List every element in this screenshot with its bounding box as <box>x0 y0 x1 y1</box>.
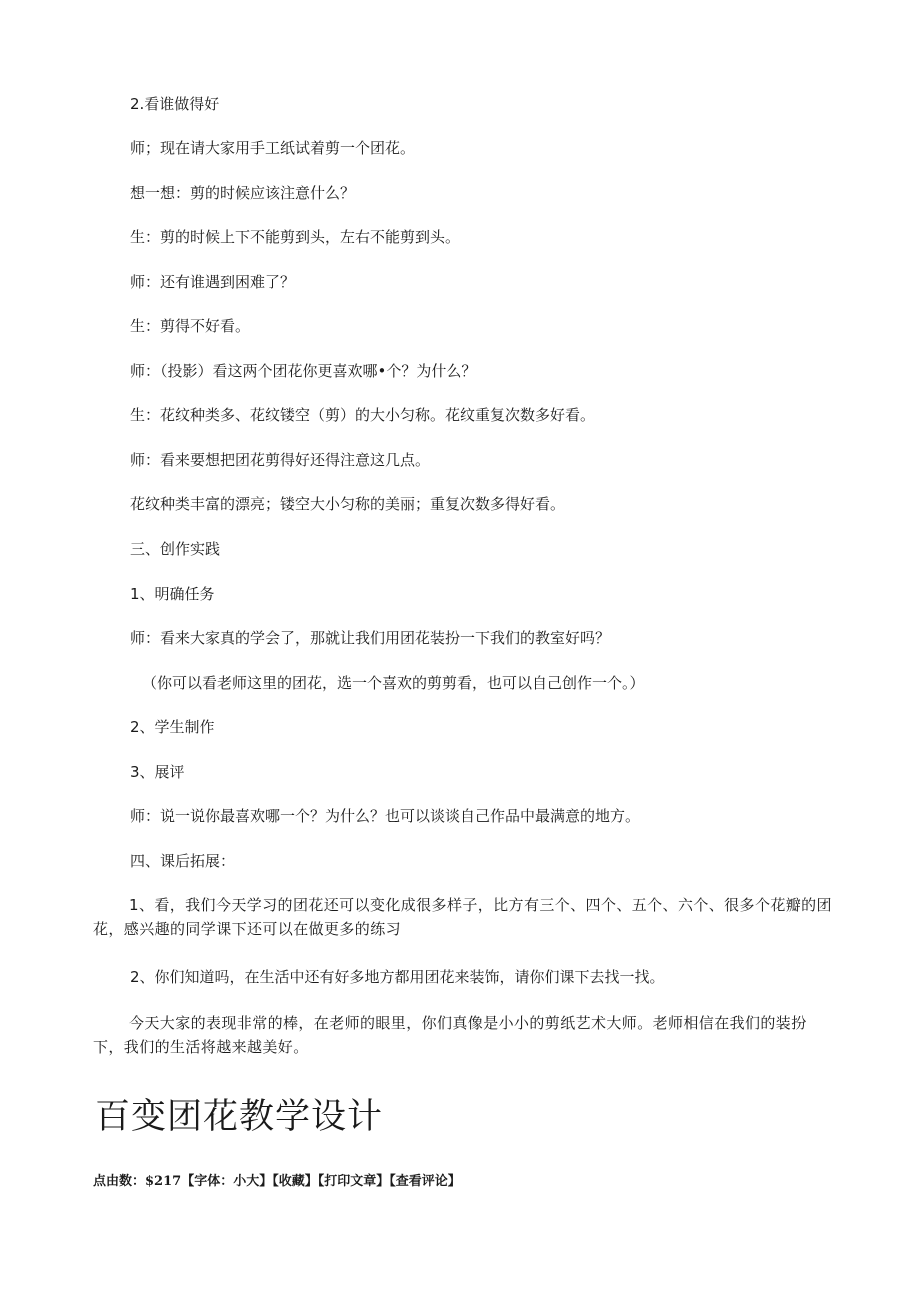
text-line: 2.看谁做得好 <box>130 95 220 113</box>
text-line: 生：花纹种类多、花纹镂空（剪）的大小匀称。花纹重复次数多好看。 <box>130 406 596 424</box>
paragraph-extend-1: 1、看，我们今天学习的团花还可以变化成很多样子，比方有三个、四个、五个、六个、很多个花瓣的团花，感兴趣的同学课下还可以在做更多的练习 <box>93 896 832 938</box>
text-line: 2、你们知道吗，在生活中还有好多地方都用团花来装饰，请你们课下去找一找。 <box>130 968 665 986</box>
section-heading: 四、课后拓展： <box>130 852 236 870</box>
clicks-label: 点由数： <box>93 1174 146 1189</box>
section-heading: 三、创作实践 <box>130 540 221 558</box>
text-line: 师；现在请大家用手工纸试着剪一个团花。 <box>130 139 416 157</box>
text-line: 师：还有谁遇到困难了？ <box>130 273 296 291</box>
article-toolbar <box>93 1172 461 1192</box>
text-line: 想一想：剪的时候应该注意什么？ <box>130 184 356 202</box>
clicks-value: $217 <box>145 1174 182 1189</box>
text-line: 师：看来大家真的学会了，那就让我们用团花装扮一下我们的教室好吗？ <box>130 629 611 647</box>
text-line: 2、学生制作 <box>130 718 215 736</box>
print-link[interactable]: 【打印文章】 <box>317 1174 390 1189</box>
text-line: 师：说一说你最喜欢哪一个？为什么？也可以谈谈自己作品中最满意的地方。 <box>130 807 641 825</box>
font-size-link[interactable]: 【字体：小大】 <box>181 1174 273 1189</box>
page-title: 百变团花教学设计 <box>95 1097 384 1137</box>
text-line: （你可以看老师这里的团花，选一个喜欢的剪剪看，也可以自己创作一个。） <box>142 674 645 692</box>
text-line: 1、明确任务 <box>130 585 215 603</box>
text-line: 师：（投影）看这两个团花你更喜欢哪•个？为什么？ <box>130 362 477 380</box>
comments-link[interactable]: 【查看评论】 <box>389 1174 461 1189</box>
paragraph-closing: 今天大家的表现非常的棒，在老师的眼里，你们真像是小小的剪纸艺术大师。老师相信在我们的装扮下，我们的生活将越来越美好。 <box>93 1014 807 1056</box>
text-line: 生：剪得不好看。 <box>130 317 251 335</box>
text-line: 师：看来要想把团花剪得好还得注意这几点。 <box>130 451 431 469</box>
text-line: 花纹种类丰富的漂亮；镂空大小匀称的美丽；重复次数多得好看。 <box>130 495 566 513</box>
text-line: 生：剪的时候上下不能剪到头，左右不能剪到头。 <box>130 228 461 246</box>
text-line: 3、展评 <box>130 763 185 781</box>
favorite-link[interactable]: 【收藏】 <box>272 1174 318 1189</box>
